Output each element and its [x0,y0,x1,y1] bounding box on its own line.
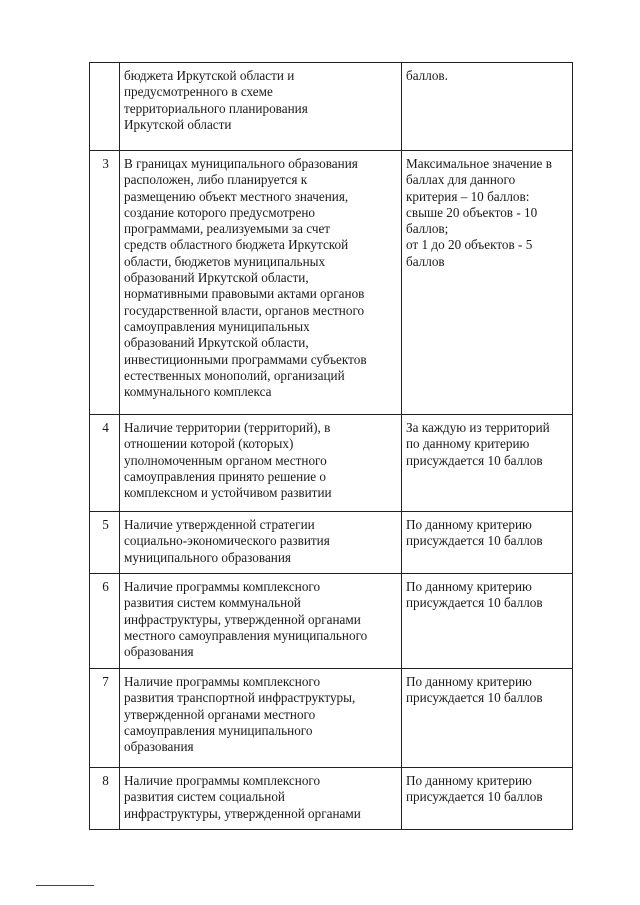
criterion-score: По данному критерию присуждается 10 баллов [406,674,543,706]
row-number-cell [90,768,120,830]
row-number-cell [90,574,120,669]
criteria-table [89,62,573,830]
row-number: 6 [102,579,109,594]
criterion-description: Наличие программы комплексного развития систем коммунальной инфраструктуры, утвержденной органами местного самоуправления муниципального образования [124,579,368,660]
table-row [90,574,573,669]
criterion-description: бюджета Иркутской области и предусмотренного в схеме территориального планирования Иркутской области [124,68,308,132]
criterion-score-cell [402,574,573,669]
row-number-cell [90,415,120,512]
row-number-cell [90,63,120,151]
criterion-description-cell [120,574,402,669]
table-row [90,63,573,151]
criterion-score-cell [402,768,573,830]
criterion-score-cell [402,415,573,512]
criterion-score: По данному критерию присуждается 10 баллов [406,773,543,805]
criterion-description-cell [120,768,402,830]
criterion-description: Наличие программы комплексного развития транспортной инфраструктуры, утвержденной органами местного самоуправления муниципального образования [124,674,356,755]
criterion-score-cell [402,151,573,415]
criterion-score-cell [402,63,573,151]
criterion-score: По данному критерию присуждается 10 баллов [406,579,543,611]
criterion-score: Максимальное значение в баллах для данного критерия – 10 баллов: свыше 20 объектов - 10 баллов; от 1 до 20 объектов - 5 баллов [406,156,552,269]
row-number: 8 [102,773,109,788]
row-number: 3 [102,156,109,171]
table-row [90,512,573,574]
criterion-score: По данному критерию присуждается 10 баллов [406,517,543,549]
criterion-description-cell [120,151,402,415]
criterion-description: В границах муниципального образования расположен, либо планируется к размещению объект местного значения, создание которого предусмотрено программами, реализуемыми за счет средств областного бюджета Иркутской области, бюджетов муниципальных образований Иркутской области, нормативными правовыми актами органов государственной власти, органов местного самоуправления муниципальных образований Иркутской области, инвестиционными программами субъектов естественных монополий, организаций коммунального комплекса [124,156,367,400]
table-row [90,669,573,768]
row-number-cell [90,151,120,415]
criterion-description-cell [120,669,402,768]
criterion-description: Наличие утвержденной стратегии социально-экономического развития муниципального образования [124,517,330,565]
row-number: 4 [102,420,109,435]
criterion-score-cell [402,512,573,574]
table-row [90,415,573,512]
row-number: 5 [102,517,109,532]
table-row [90,151,573,415]
criterion-description-cell [120,512,402,574]
criterion-score: За каждую из территорий по данному критерию присуждается 10 баллов [406,420,550,468]
criterion-description: Наличие территории (территорий), в отношении которой (которых) уполномоченным органом местного самоуправления принято решение о комплексном и устойчивом развитии [124,420,332,501]
criterion-description: Наличие программы комплексного развития систем социальной инфраструктуры, утвержденной органами [124,773,361,821]
row-number-cell [90,512,120,574]
row-number: 7 [102,674,109,689]
criterion-description-cell [120,415,402,512]
criterion-description-cell [120,63,402,151]
footnote-separator [36,885,94,886]
criterion-score-cell [402,669,573,768]
row-number-cell [90,669,120,768]
criterion-score: баллов. [406,68,448,83]
table-row [90,768,573,830]
